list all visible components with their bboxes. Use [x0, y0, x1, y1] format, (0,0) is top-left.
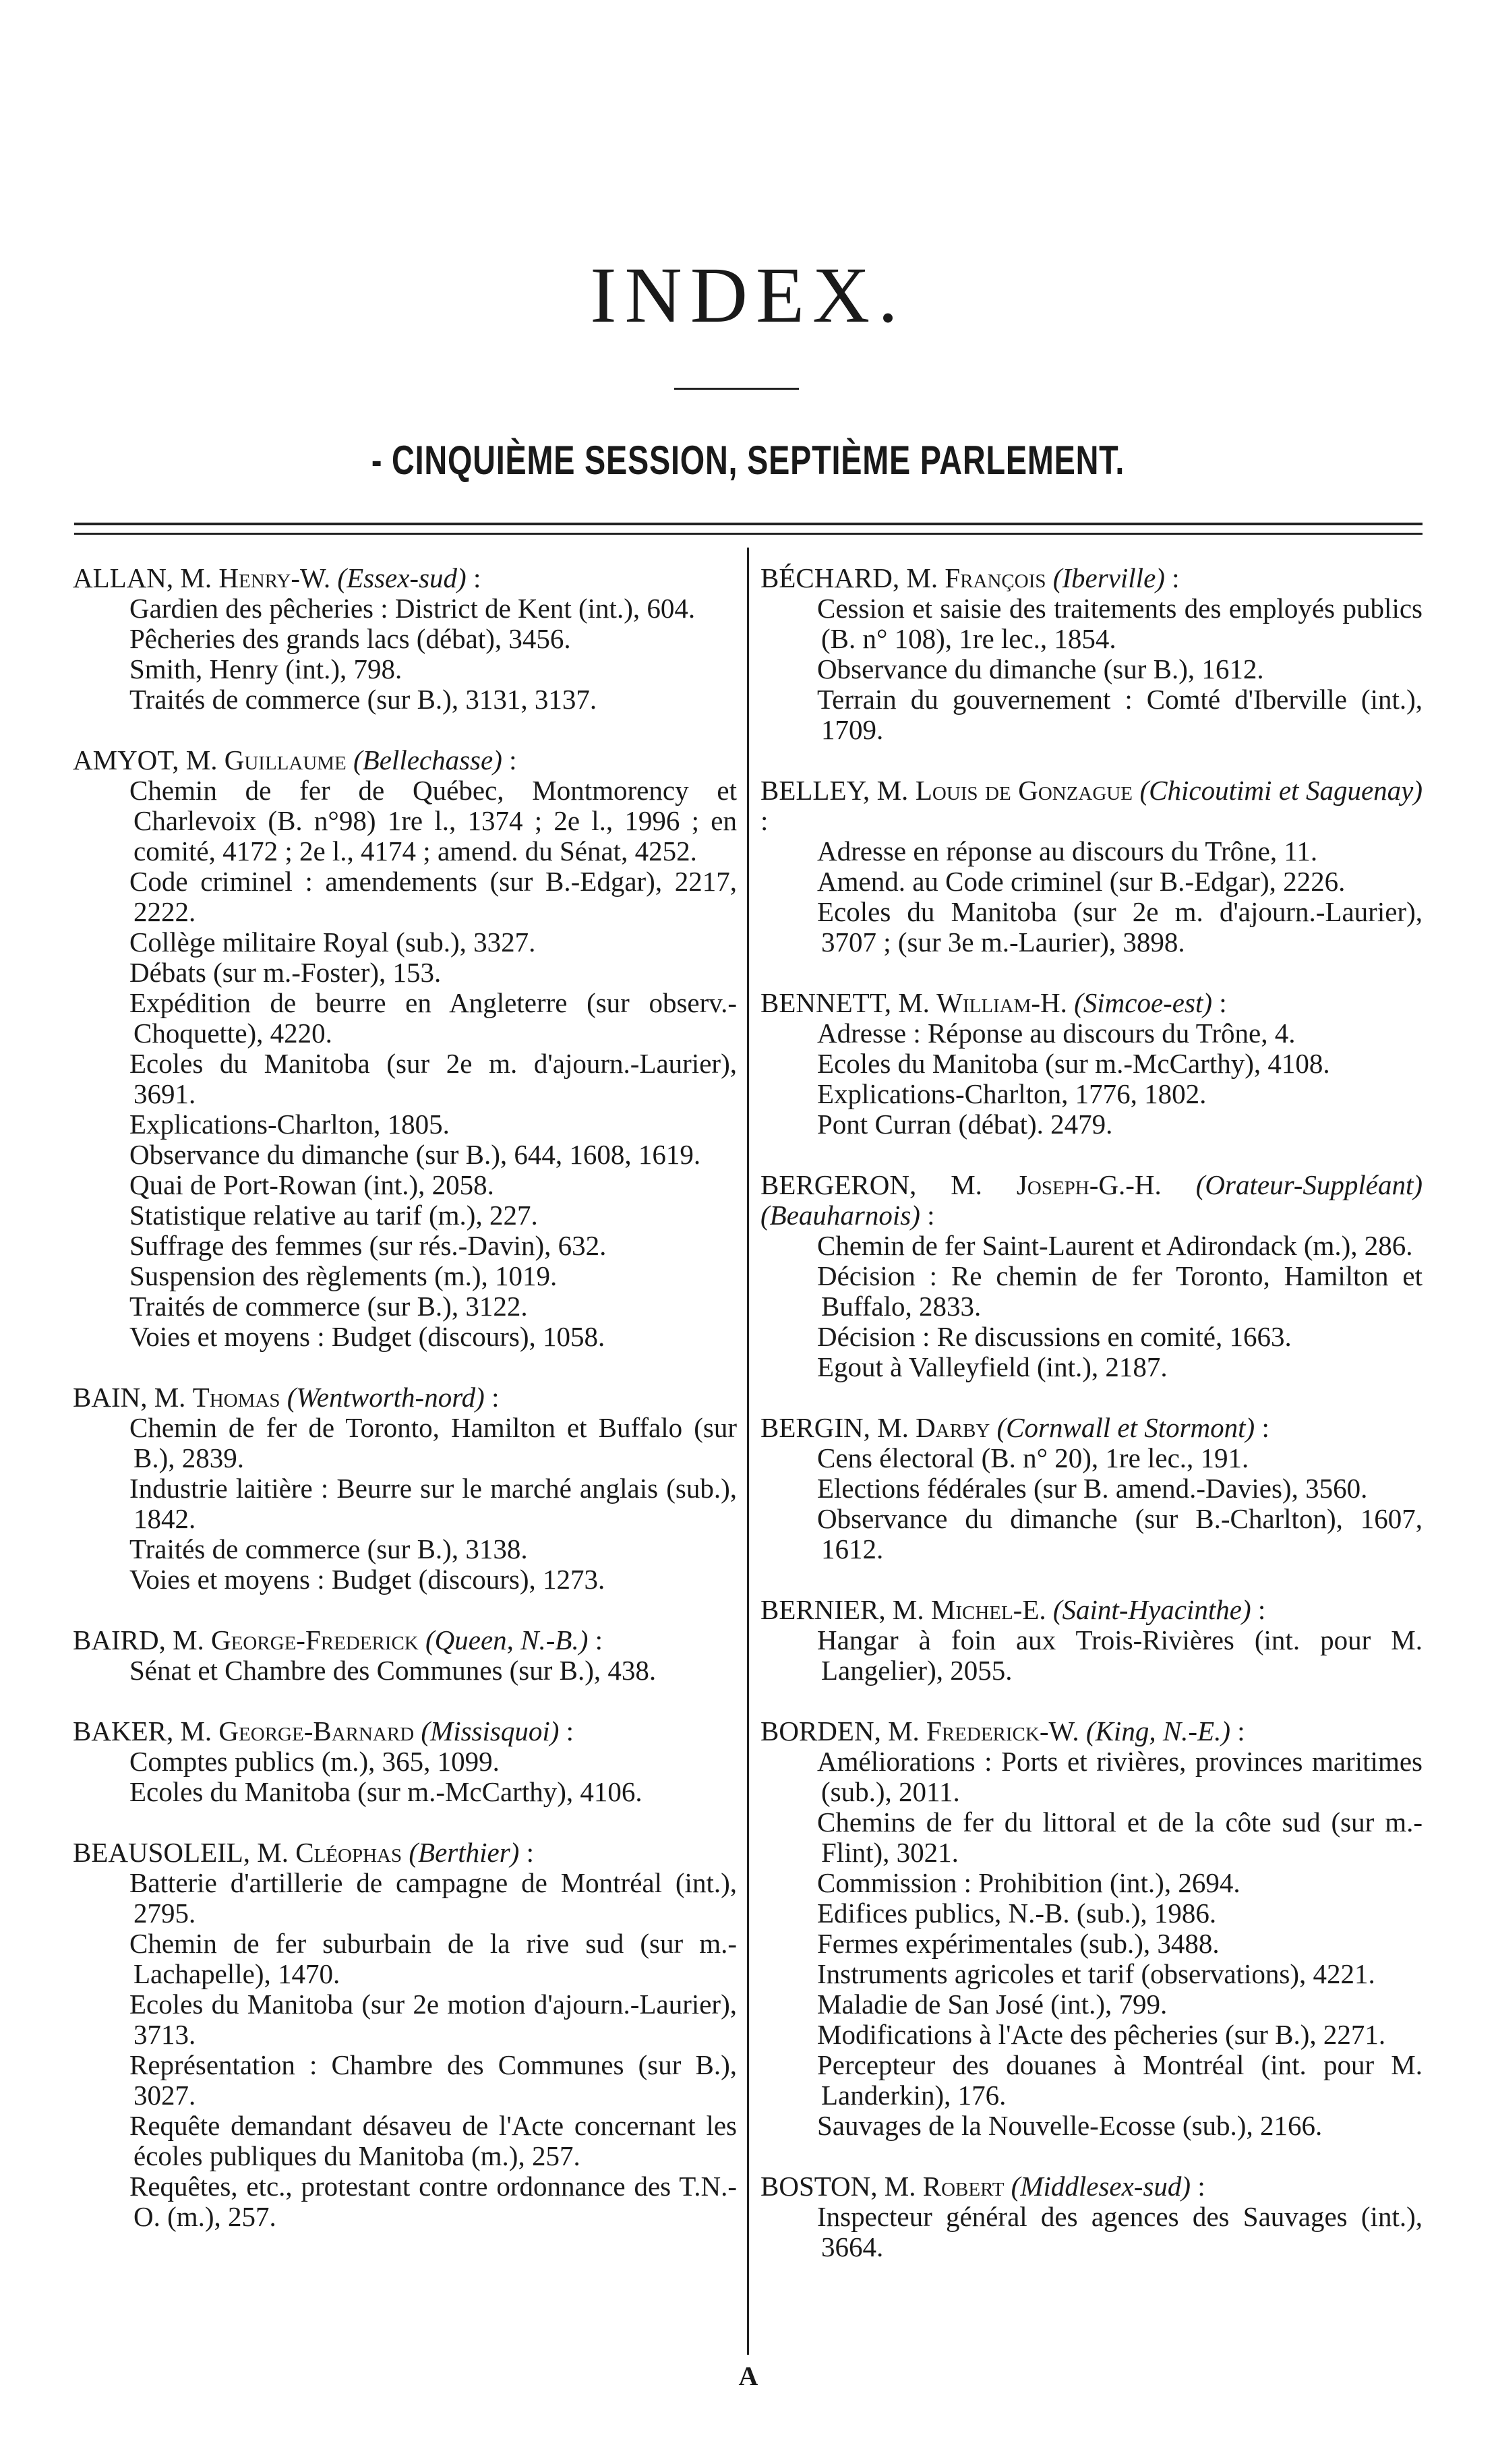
- member-first-name: François: [945, 562, 1046, 593]
- index-item: Améliorations : Ports et rivières, provinces maritimes (sub.), 2011.: [817, 1746, 1423, 1807]
- member-surname: BENNETT, M.: [760, 987, 930, 1018]
- index-item: Cession et saisie des traitements des employés publics (B. n° 108), 1re lec., 1854.: [817, 593, 1423, 654]
- index-item: Représentation : Chambre des Communes (sur B.), 3027.: [129, 2049, 737, 2111]
- heading-suffix: :: [1212, 987, 1227, 1018]
- member-surname: BERGIN, M.: [760, 1412, 909, 1443]
- index-item: Egout à Valleyfield (int.), 2187.: [817, 1351, 1168, 1382]
- index-item: Chemin de fer de Québec, Montmorency et Charlevoix (B. n°98) 1re l., 1374 ; 2e l., 1996 ; en comité, 4172 ; 2e l., 4174 ; amend. du Sénat, 4252.: [129, 775, 737, 867]
- member-surname: BEAUSOLEIL, M.: [73, 1837, 289, 1868]
- index-item: Explications-Charlton, 1776, 1802.: [817, 1078, 1207, 1109]
- column-divider: [747, 548, 749, 2355]
- heading-suffix: :: [1164, 562, 1180, 593]
- index-item: Débats (sur m.-Foster), 153.: [129, 957, 442, 988]
- page-title: INDEX.: [590, 251, 906, 339]
- index-item: Requêtes, etc., protestant contre ordonnance des T.N.-O. (m.), 257.: [129, 2171, 737, 2232]
- index-item: Batterie d'artillerie de campagne de Montréal (int.), 2795.: [129, 1867, 737, 1929]
- index-item: Collège militaire Royal (sub.), 3327.: [129, 927, 536, 958]
- member-riding: (King, N.-E.): [1085, 1715, 1231, 1747]
- index-item: Pont Curran (débat). 2479.: [817, 1109, 1113, 1140]
- index-item: Ecoles du Manitoba (sur m.-McCarthy), 4106.: [129, 1776, 642, 1807]
- member-first-name: William-H.: [936, 987, 1067, 1018]
- heading-suffix: :: [1191, 2171, 1205, 2202]
- index-item: Suspension des règlements (m.), 1019.: [129, 1260, 558, 1291]
- member-first-name: George-Barnard: [218, 1715, 415, 1747]
- index-entry: [760, 563, 1423, 745]
- heading-suffix: :: [484, 1382, 500, 1413]
- member-riding: (Missisquoi): [421, 1715, 560, 1747]
- index-item: Amend. au Code criminel (sur B.-Edgar), 2226.: [817, 866, 1346, 897]
- index-item: Chemin de fer Saint-Laurent et Adirondack (m.), 286.: [817, 1230, 1413, 1261]
- heading-suffix: :: [760, 805, 769, 836]
- index-item: Ecoles du Manitoba (sur 2e motion d'ajourn.-Laurier), 3713.: [129, 1989, 737, 2050]
- member-riding: (Queen, N.-B.): [425, 1624, 589, 1655]
- member-surname: BOSTON, M.: [760, 2171, 916, 2202]
- index-item: Expédition de beurre en Angleterre (sur observ.-Choquette), 4220.: [129, 987, 737, 1049]
- member-riding: (Orateur-Suppléant) (Beauharnois): [760, 1169, 1423, 1231]
- index-item: Quai de Port-Rowan (int.), 2058.: [129, 1169, 494, 1200]
- index-item: Cens électoral (B. n° 20), 1re lec., 191.: [817, 1442, 1249, 1473]
- index-entry: [73, 563, 737, 715]
- index-item: Observance du dimanche (sur B.), 1612.: [817, 653, 1264, 684]
- index-item: Traités de commerce (sur B.), 3131, 3137.: [129, 684, 597, 715]
- entry-heading: [760, 1413, 1423, 1443]
- index-entry: [760, 1413, 1423, 1564]
- member-riding: (Essex-sud): [337, 562, 467, 593]
- heading-suffix: :: [502, 744, 517, 775]
- entry-heading: [73, 1382, 737, 1413]
- index-item: Commission : Prohibition (int.), 2694.: [817, 1867, 1240, 1898]
- member-riding: (Simcoe-est): [1074, 987, 1212, 1018]
- index-item: Pêcheries des grands lacs (débat), 3456.: [129, 623, 571, 654]
- page-subtitle: - CINQUIÈME SESSION, SEPTIÈME PARLEMENT.: [371, 438, 1125, 483]
- member-riding: (Saint-Hyacinthe): [1052, 1594, 1251, 1625]
- entry-heading: [760, 1716, 1423, 1747]
- member-riding: (Iberville): [1052, 562, 1165, 593]
- member-surname: BERNIER, M.: [760, 1594, 924, 1625]
- member-riding: (Chicoutimi et Saguenay): [1139, 775, 1423, 806]
- member-riding: (Bellechasse): [353, 744, 502, 775]
- index-item: Voies et moyens : Budget (discours), 1273.: [129, 1564, 605, 1595]
- index-item: Chemin de fer suburbain de la rive sud (sur m.-Lachapelle), 1470.: [129, 1928, 737, 1989]
- index-item: Ecoles du Manitoba (sur m.-McCarthy), 4108.: [817, 1048, 1330, 1079]
- member-surname: BELLEY, M.: [760, 775, 909, 806]
- header-rule-top: [74, 523, 1423, 525]
- member-riding: (Middlesex-sud): [1011, 2171, 1191, 2202]
- index-item: Ecoles du Manitoba (sur 2e m. d'ajourn.-Laurier), 3691.: [129, 1048, 737, 1109]
- index-item: Gardien des pêcheries : District de Kent (int.), 604.: [129, 593, 696, 624]
- title-rule: [674, 388, 799, 390]
- right-column: [760, 563, 1423, 2293]
- member-first-name: Thomas: [192, 1382, 280, 1413]
- heading-suffix: :: [588, 1624, 603, 1655]
- member-first-name: George-Frederick: [211, 1624, 419, 1655]
- entry-heading: [73, 1716, 737, 1747]
- index-item: Requête demandant désaveu de l'Acte concernant les écoles publiques du Manitoba (m.), 257.: [129, 2110, 737, 2171]
- index-entry: [73, 1838, 737, 2232]
- index-entry: [73, 1716, 737, 1807]
- index-item: Sénat et Chambre des Communes (sur B.), 438.: [129, 1655, 657, 1686]
- index-item: Observance du dimanche (sur B.), 644, 1608, 1619.: [129, 1139, 701, 1170]
- index-item: Fermes expérimentales (sub.), 3488.: [817, 1928, 1220, 1959]
- member-first-name: Michel-E.: [930, 1594, 1046, 1625]
- member-riding: (Wentworth-nord): [287, 1382, 485, 1413]
- index-item: Inspecteur général des agences des Sauvages (int.), 3664.: [817, 2201, 1423, 2262]
- index-item: Percepteur des douanes à Montréal (int. pour M. Landerkin), 176.: [817, 2049, 1423, 2111]
- entry-heading: [760, 988, 1423, 1018]
- index-entry: [760, 1595, 1423, 1686]
- index-item: Adresse : Réponse au discours du Trône, 4.: [817, 1018, 1296, 1049]
- index-item: Smith, Henry (int.), 798.: [129, 653, 402, 684]
- index-item: Terrain du gouvernement : Comté d'Iberville (int.), 1709.: [817, 684, 1423, 745]
- index-item: Adresse en réponse au discours du Trône, 11.: [817, 835, 1318, 867]
- entry-heading: [73, 1625, 737, 1655]
- header-rule-bottom: [74, 533, 1423, 535]
- index-item: Hangar à foin aux Trois-Rivières (int. pour M. Langelier), 2055.: [817, 1624, 1423, 1686]
- index-item: Chemins de fer du littoral et de la côte sud (sur m.-Flint), 3021.: [817, 1807, 1423, 1868]
- index-entry: [73, 745, 737, 1352]
- index-item: Explications-Charlton, 1805.: [129, 1109, 450, 1140]
- index-entry: [760, 775, 1423, 958]
- member-first-name: Henry-W.: [218, 562, 331, 593]
- index-item: Statistique relative au tarif (m.), 227.: [129, 1200, 538, 1231]
- member-surname: ALLAN, M.: [73, 562, 212, 593]
- heading-suffix: :: [1255, 1412, 1269, 1443]
- index-item: Traités de commerce (sur B.), 3122.: [129, 1291, 528, 1322]
- member-surname: BAIN, M.: [73, 1382, 186, 1413]
- index-entry: [760, 988, 1423, 1140]
- entry-heading: [760, 775, 1423, 836]
- member-surname: AMYOT, M.: [73, 744, 218, 775]
- heading-suffix: :: [519, 1837, 534, 1868]
- index-item: Suffrage des femmes (sur rés.-Davin), 632.: [129, 1230, 607, 1261]
- index-item: Chemin de fer de Toronto, Hamilton et Buffalo (sur B.), 2839.: [129, 1412, 737, 1473]
- index-item: Instruments agricoles et tarif (observations), 4221.: [817, 1958, 1375, 1989]
- entry-heading: [760, 1595, 1423, 1625]
- index-item: Voies et moyens : Budget (discours), 1058.: [129, 1321, 605, 1352]
- member-first-name: Joseph-G.-H.: [1016, 1169, 1162, 1200]
- member-surname: BAIRD, M.: [73, 1624, 204, 1655]
- index-item: Industrie laitière : Beurre sur le marché anglais (sub.), 1842.: [129, 1473, 737, 1534]
- member-first-name: Frederick-W.: [926, 1715, 1079, 1747]
- member-first-name: Louis de Gonzague: [915, 775, 1133, 806]
- index-item: Observance du dimanche (sur B.-Charlton), 1607, 1612.: [817, 1503, 1423, 1564]
- heading-suffix: :: [1251, 1594, 1266, 1625]
- index-item: Traités de commerce (sur B.), 3138.: [129, 1533, 528, 1564]
- member-riding: (Berthier): [409, 1837, 520, 1868]
- entry-heading: [73, 1838, 737, 1868]
- index-item: Modifications à l'Acte des pêcheries (sur B.), 2271.: [817, 2019, 1386, 2050]
- index-entry: [760, 1170, 1423, 1382]
- index-entry: [73, 1382, 737, 1595]
- index-item: Décision : Re chemin de fer Toronto, Hamilton et Buffalo, 2833.: [817, 1260, 1423, 1322]
- member-surname: BORDEN, M.: [760, 1715, 920, 1747]
- entry-heading: [73, 563, 737, 593]
- heading-suffix: :: [920, 1200, 935, 1231]
- heading-suffix: :: [559, 1715, 574, 1747]
- index-item: Maladie de San José (int.), 799.: [817, 1989, 1168, 2020]
- member-riding: (Cornwall et Stormont): [996, 1412, 1255, 1443]
- index-item: Comptes publics (m.), 365, 1099.: [129, 1746, 500, 1777]
- index-item: Code criminel : amendements (sur B.-Edgar), 2217, 2222.: [129, 866, 737, 927]
- index-item: Sauvages de la Nouvelle-Ecosse (sub.), 2166.: [817, 2110, 1323, 2141]
- index-entry: [760, 2171, 1423, 2262]
- index-item: Ecoles du Manitoba (sur 2e m. d'ajourn.-Laurier), 3707 ; (sur 3e m.-Laurier), 3898.: [817, 896, 1423, 958]
- member-first-name: Cléophas: [295, 1837, 402, 1868]
- left-column: [73, 563, 737, 2262]
- member-surname: BAKER, M.: [73, 1715, 212, 1747]
- index-item: Edifices publics, N.-B. (sub.), 1986.: [817, 1898, 1217, 1929]
- member-surname: BERGERON, M.: [760, 1169, 982, 1200]
- page-letter: A: [738, 2361, 758, 2391]
- index-item: Elections fédérales (sur B. amend.-Davies), 3560.: [817, 1473, 1368, 1504]
- index-item: Décision : Re discussions en comité, 1663.: [817, 1321, 1292, 1352]
- member-surname: BÉCHARD, M.: [760, 562, 938, 593]
- member-first-name: Darby: [916, 1412, 990, 1443]
- entry-heading: [760, 563, 1423, 593]
- index-entry: [760, 1716, 1423, 2141]
- entry-heading: [760, 1170, 1423, 1231]
- index-entry: [73, 1625, 737, 1686]
- heading-suffix: :: [466, 562, 481, 593]
- member-first-name: Guillaume: [224, 744, 347, 775]
- entry-heading: [760, 2171, 1423, 2202]
- heading-suffix: :: [1230, 1715, 1245, 1747]
- entry-heading: [73, 745, 737, 775]
- member-first-name: Robert: [922, 2171, 1005, 2202]
